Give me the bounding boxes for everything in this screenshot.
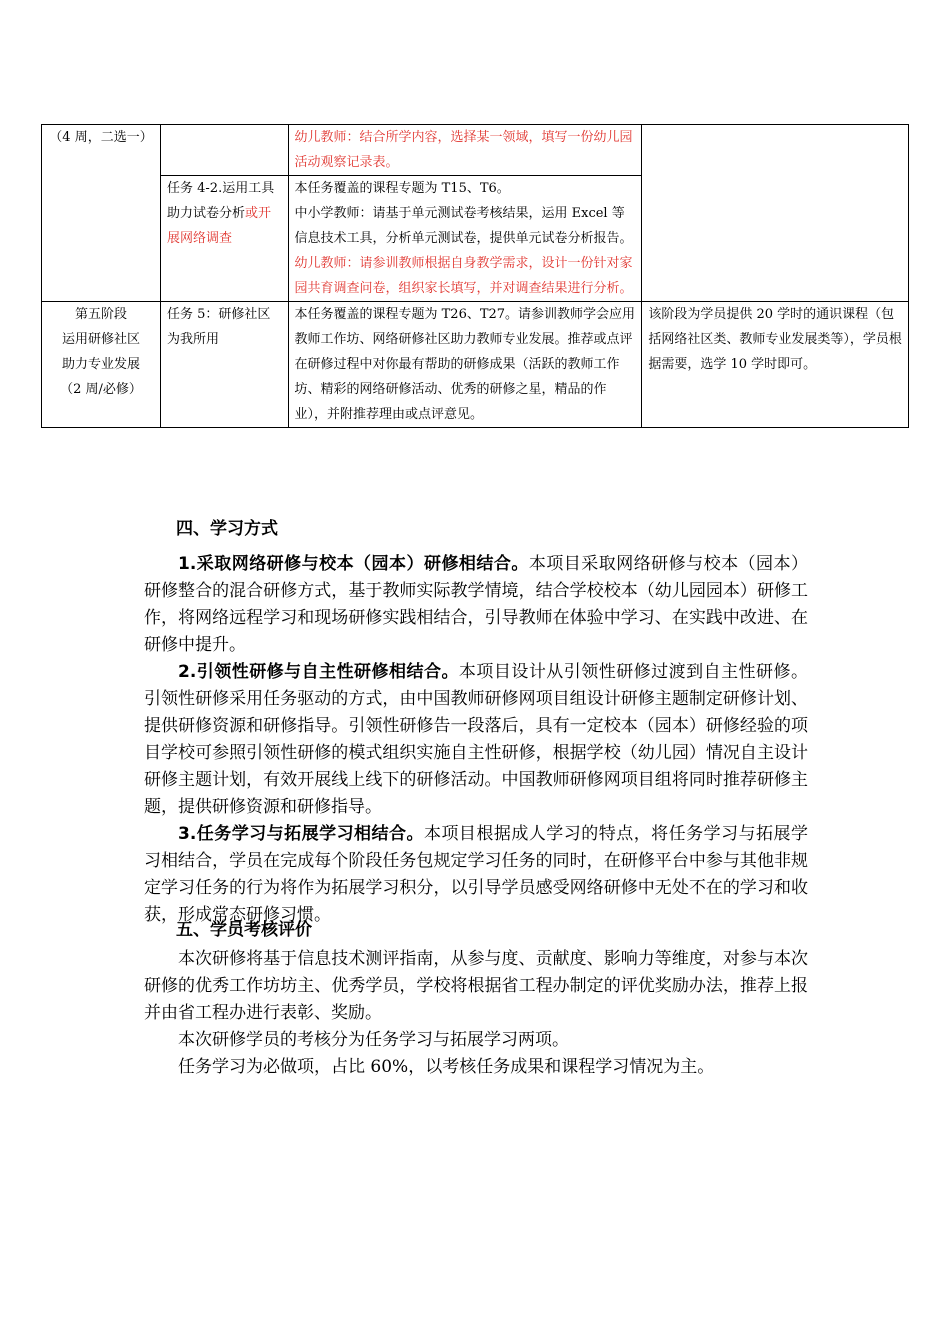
table-row	[42, 302, 909, 428]
notes-text: 该阶段为学员提供 20 学时的通识课程（包括网络社区类、教师专业发展类等），学员根据需要，选学 10 学时即可。	[648, 307, 902, 372]
paragraph: 任务学习为必做项，占比 60%，以考核任务成果和课程学习情况为主。	[178, 1057, 715, 1077]
task-description: 本任务覆盖的课程专题为 T26、T27。请参训教师学会应用教师工作坊、网络研修社区助力教师专业发展。推荐或点评在研修过程中对你最有帮助的研修成果（活跃的教师工作坊、精彩的网络研修活动、优秀的研修之星，精品的作业），并附推荐理由或点评意见。	[294, 307, 636, 422]
task-name-cell	[161, 302, 289, 428]
task-description-cell	[288, 125, 642, 176]
task-name: 任务 4-2.运用工具助力试卷分析	[167, 181, 275, 221]
stage-cell	[42, 125, 161, 302]
paragraph	[144, 659, 808, 821]
task-description-cell	[288, 176, 642, 302]
school-teacher-task-text: 中小学教师：请基于单元测试卷考核结果，运用 Excel 等信息技术工具，分析单元测试卷，提供单元试卷分析报告。	[294, 206, 633, 246]
notes-cell	[642, 302, 909, 428]
stage-subtitle-1: 运用研修社区	[61, 332, 140, 347]
task-name-alt: 或开展网络调查	[167, 206, 272, 246]
task-description-cell	[288, 302, 642, 428]
notes-cell-empty	[642, 125, 909, 302]
kindergarten-task-text: 幼儿教师：请参训教师根据自身教学需求，设计一份针对家园共育调查问卷，组织家长填写，并对调查结果进行分析。	[294, 256, 633, 296]
kindergarten-task-text: 幼儿教师：结合所学内容，选择某一领域，填写一份幼儿园活动观察记录表。	[294, 130, 633, 170]
task-name-cell	[161, 176, 289, 302]
paragraph-lead: 1.采取网络研修与校本（园本）研修相结合。	[178, 554, 529, 574]
assessment-body	[144, 946, 808, 1081]
table-row	[42, 125, 909, 176]
course-topics-text: 本任务覆盖的课程专题为 T15、T6。	[294, 181, 510, 196]
task-cell-empty	[161, 125, 289, 176]
paragraph: 本次研修将基于信息技术测评指南，从参与度、贡献度、影响力等维度，对参与本次研修的优秀工作坊坊主、优秀学员，学校将根据省工程办制定的评优奖励办法，推荐上报并由省工程办进行表彰、奖励。	[144, 949, 808, 1023]
stage-title: 第五阶段	[74, 307, 127, 322]
section-heading-learning-methods: 四、学习方式	[176, 519, 278, 539]
stage-duration: （2 周/必修）	[60, 382, 142, 397]
stage-subtitle-2: 助力专业发展	[61, 357, 140, 372]
paragraph	[144, 551, 808, 659]
paragraph-lead: 2.引领性研修与自主性研修相结合。	[178, 662, 459, 682]
section-heading-assessment: 五、学员考核评价	[176, 920, 312, 940]
paragraph-text: 本项目根据成人学习的特点，将任务学习与拓展学习相结合，学员在完成每个阶段任务包规定学习任务的同时，在研修平台中参与其他非规定学习任务的行为将作为拓展学习积分，以引导学员感受网络研修中无处不在的学习和收获，形成常态研修习惯。	[144, 824, 808, 925]
learning-methods-body	[144, 551, 808, 929]
paragraph-text: 本项目设计从引领性研修过渡到自主性研修。引领性研修采用任务驱动的方式，由中国教师研修网项目组设计研修主题制定研修计划、提供研修资源和研修指导。引领性研修告一段落后，具有一定校本（园本）研修经验的项目学校可参照引领性研修的模式组织实施自主性研修，根据学校（幼儿园）情况自主设计研修主题计划，有效开展线上线下的研修活动。中国教师研修网项目组将同时推荐研修主题，提供研修资源和研修指导。	[144, 662, 808, 817]
plan-table	[41, 124, 909, 428]
stage-cell	[42, 302, 161, 428]
paragraph-lead: 3.任务学习与拓展学习相结合。	[178, 824, 424, 844]
stage-duration: （4 周，二选一）	[49, 130, 153, 145]
task-name: 任务 5：研修社区为我所用	[167, 307, 271, 347]
paragraph-text: 本项目采取网络研修与校本（园本）研修整合的混合研修方式，基于教师实际教学情境，结合学校校本（幼儿园园本）研修工作，将网络远程学习和现场研修实践相结合，引导教师在体验中学习、在实践中改进、在研修中提升。	[144, 554, 809, 655]
paragraph: 本次研修学员的考核分为任务学习与拓展学习两项。	[178, 1030, 569, 1050]
paragraph	[144, 821, 808, 929]
